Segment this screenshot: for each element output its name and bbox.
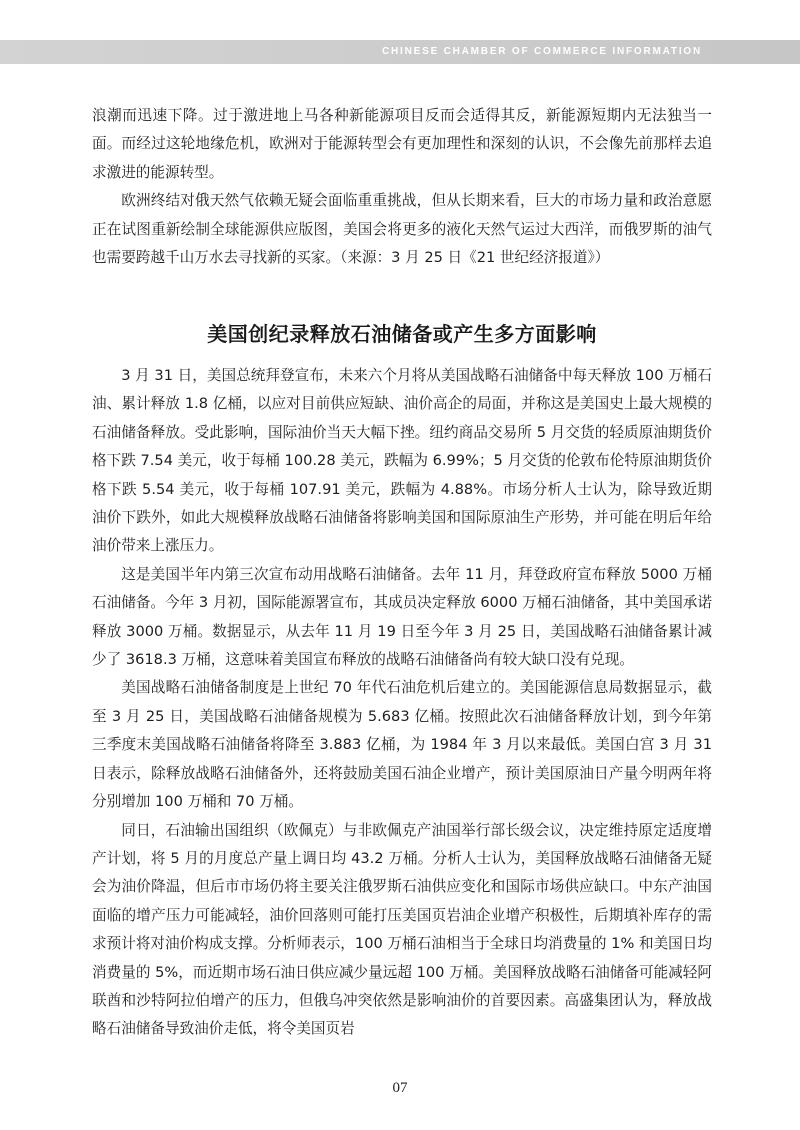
article-paragraph-4: 同日，石油输出国组织（欧佩克）与非欧佩克产油国举行部长级会议，决定维持原定适度增产计划，将 5 月的月度总产量上调日均 43.2 万桶。分析人士认为，美国释放战略石油储备无疑会为油价降温，但后市市场仍将主要关注俄罗斯石油供应变化和国际市场供应缺口。中东产油国面临的增产压力可能减轻，油价回落则可能打压美国页岩油企业增产积极性，后期填补库存的需求预计将对油价构成支撑。分析师表示，100 万桶石油相当于全球日均消费量的 1% 和美国日均消费量的 5%，而近期市场石油日供应减少量远超 100 万桶。美国释放战略石油储备可能减轻阿联酋和沙特阿拉伯增产的压力，但俄乌冲突依然是影响油价的首要因素。高盛集团认为，释放战略石油储备导致油价走低，将令美国页岩 (92, 821, 712, 1038)
article-body (92, 362, 712, 1044)
article-paragraph-3: 美国战略石油储备制度是上世纪 70 年代石油危机后建立的。美国能源信息局数据显示，截至 3 月 25 日，美国战略石油储备规模为 5.683 亿桶。按照此次石油储备释放计划，到今年第三季度末美国战略石油储备将降至 3.883 亿桶，为 1984 年 3 月以来最低。美国白宫 3 月 31 日表示，除释放战略石油储备外，还将鼓励美国石油企业增产，预计美国原油日产量今明两年将分别增加 100 万桶和 70 万桶。 (92, 679, 712, 811)
article-paragraph-2: 这是美国半年内第三次宣布动用战略石油储备。去年 11 月，拜登政府宣布释放 5000 万桶石油储备。今年 3 月初，国际能源署宣布，其成员决定释放 6000 万桶石油储备，其中美国承诺释放 3000 万桶。数据显示，从去年 11 月 19 日至今年 3 月 25 日，美国战略石油储备累计减少了 3618.3 万桶，这意味着美国宣布释放的战略石油储备尚有较大缺口没有兑现。 (92, 565, 712, 669)
top-section (92, 102, 712, 272)
header-banner-text: CHINESE CHAMBER OF COMMERCE INFORMATION (381, 46, 702, 57)
article-title: 美国创纪录释放石油储备或产生多方面影响 (207, 322, 597, 346)
continued-paragraph: 浪潮而迅速下降。过于激进地上马各种新能源项目反而会适得其反，新能源短期内无法独当一面。而经过这轮地缘危机，欧洲对于能源转型会有更加理性和深刻的认识，不会像先前那样去追求激进的能源转型。 (92, 107, 712, 181)
page-number: 07 (392, 1080, 408, 1096)
closing-paragraph: 欧洲终结对俄天然气依赖无疑会面临重重挑战，但从长期来看，巨大的市场力量和政治意愿正在试图重新绘制全球能源供应版图，美国会将更多的液化天然气运过大西洋，而俄罗斯的油气也需要跨越千山万水去寻找新的买家。（来源：3 月 25 日《21 世纪经济报道》） (92, 192, 712, 267)
article-paragraph-1: 3 月 31 日，美国总统拜登宣布，未来六个月将从美国战略石油储备中每天释放 100 万桶石油、累计释放 1.8 亿桶，以应对目前供应短缺、油价高企的局面，并称这是美国史上最大规模的石油储备释放。受此影响，国际油价当天大幅下挫。纽约商品交易所 5 月交货的轻质原油期货价格下跌 7.54 美元，收于每桶 100.28 美元，跌幅为 6.99%；5 月交货的伦敦布伦特原油期货价格下跌 5.54 美元，收于每桶 107.91 美元，跌幅为 4.88%。市场分析人士认为，除导致近期油价下跌外，如此大规模释放战略石油储备将影响美国和国际原油生产形势，并可能在明后年给油价带来上涨压力。 (92, 367, 712, 555)
